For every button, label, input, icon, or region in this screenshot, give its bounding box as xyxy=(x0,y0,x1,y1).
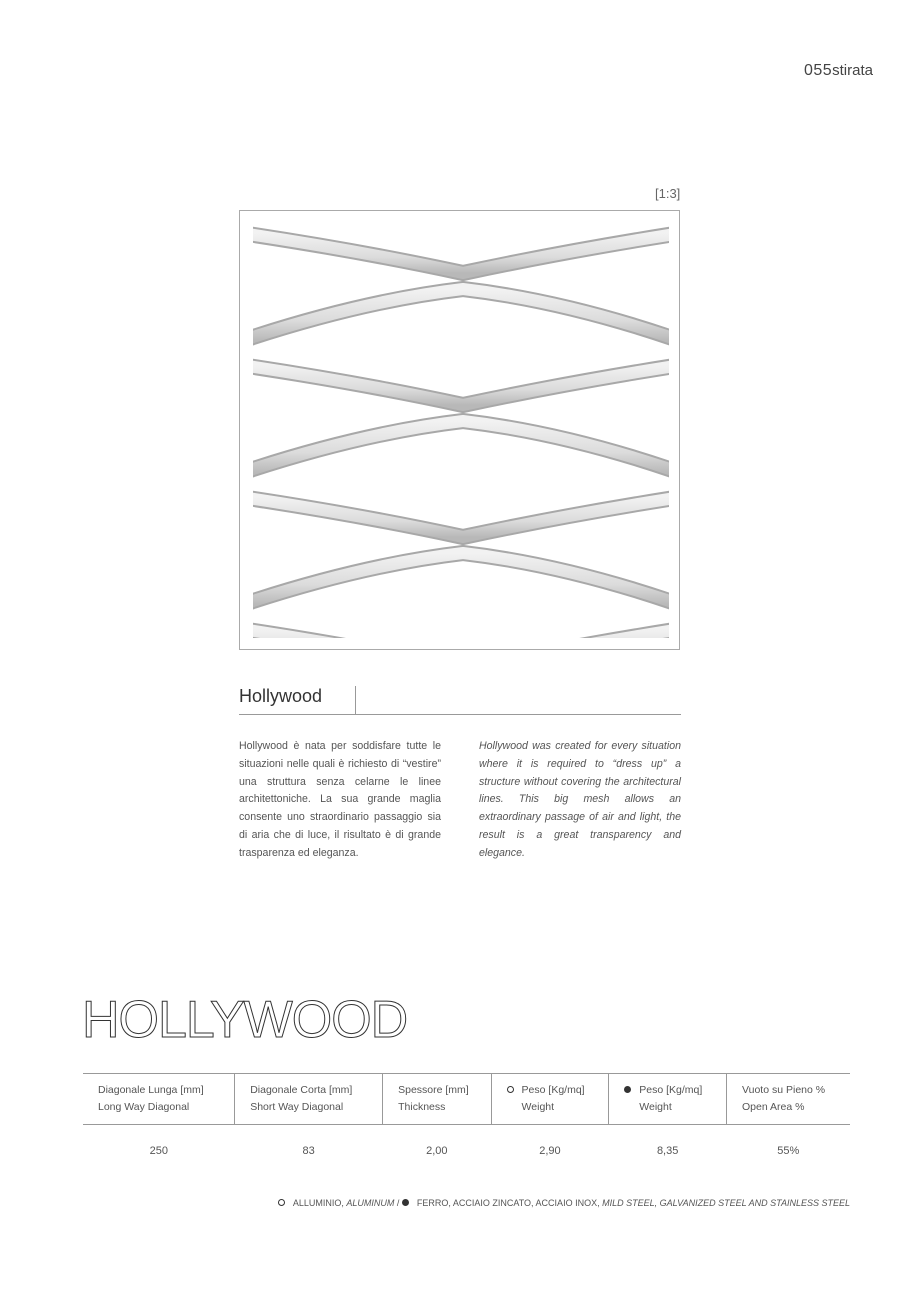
mesh-strand xyxy=(241,233,679,273)
value-open-area: 55% xyxy=(777,1145,800,1157)
open-circle-icon xyxy=(278,1199,285,1206)
description-english: Hollywood was created for every situation where it is required to “dress up” a structure without covering the architectural lines. This big mesh allows an extraordinary passage of air and light, the result is a great transparency and elegance. xyxy=(479,740,681,859)
header-weight-steel: Peso [Kg/mq] Weight xyxy=(609,1074,727,1125)
filled-circle-icon xyxy=(402,1199,409,1206)
title-divider xyxy=(355,686,356,714)
value-weight-steel: 8,35 xyxy=(656,1145,679,1157)
page-number: 055 xyxy=(803,62,833,79)
mesh-image xyxy=(239,210,680,650)
page-header xyxy=(804,62,873,80)
expanded-metal-mesh-picture xyxy=(240,211,679,649)
header-long-diagonal: Diagonale Lunga [mm] Long Way Diagonal xyxy=(83,1074,235,1125)
value-long-diagonal: 250 xyxy=(149,1145,169,1157)
section-name: stirata xyxy=(832,62,873,79)
mesh-strand xyxy=(241,497,679,537)
value-thickness: 2,00 xyxy=(426,1145,448,1157)
description-italian: Hollywood è nata per soddisfare tutte le situazioni nelle quali è richiesto di “vestire” una struttura senza celarne le linee architettoniche. La sua grande maglia consente uno straordinario passaggio sia di aria che di luce, il risultato è di grande trasparenza ed eleganza. xyxy=(239,740,441,859)
product-big-title: HOLLYWOOD xyxy=(82,991,408,1049)
open-circle-icon xyxy=(507,1086,514,1093)
header-short-diagonal: Diagonale Corta [mm] Short Way Diagonal xyxy=(235,1074,383,1125)
value-short-diagonal: 83 xyxy=(302,1145,315,1157)
filled-circle-icon xyxy=(624,1086,631,1093)
value-weight-aluminium: 2,90 xyxy=(539,1145,561,1157)
title-rule xyxy=(239,714,681,715)
product-title: Hollywood xyxy=(239,686,323,706)
mesh-strand xyxy=(241,365,679,405)
header-weight-aluminium: Peso [Kg/mq] Weight xyxy=(491,1074,609,1125)
scale-label: [1:3] xyxy=(655,186,681,201)
table-row xyxy=(83,1125,850,1159)
header-open-area: Vuoto su Pieno % Open Area % xyxy=(727,1074,850,1125)
header-thickness: Spessore [mm] Thickness xyxy=(383,1074,491,1125)
mesh-strand xyxy=(241,629,679,649)
table-header-row xyxy=(83,1074,850,1125)
spec-table xyxy=(83,1073,850,1158)
material-legend: ALLUMINIO, ALUMINUM / FERRO, ACCIAIO ZINCATO, ACCIAIO INOX, MILD STEEL, GALVANIZED STEEL AND STAINLESS STEEL xyxy=(278,1198,850,1208)
